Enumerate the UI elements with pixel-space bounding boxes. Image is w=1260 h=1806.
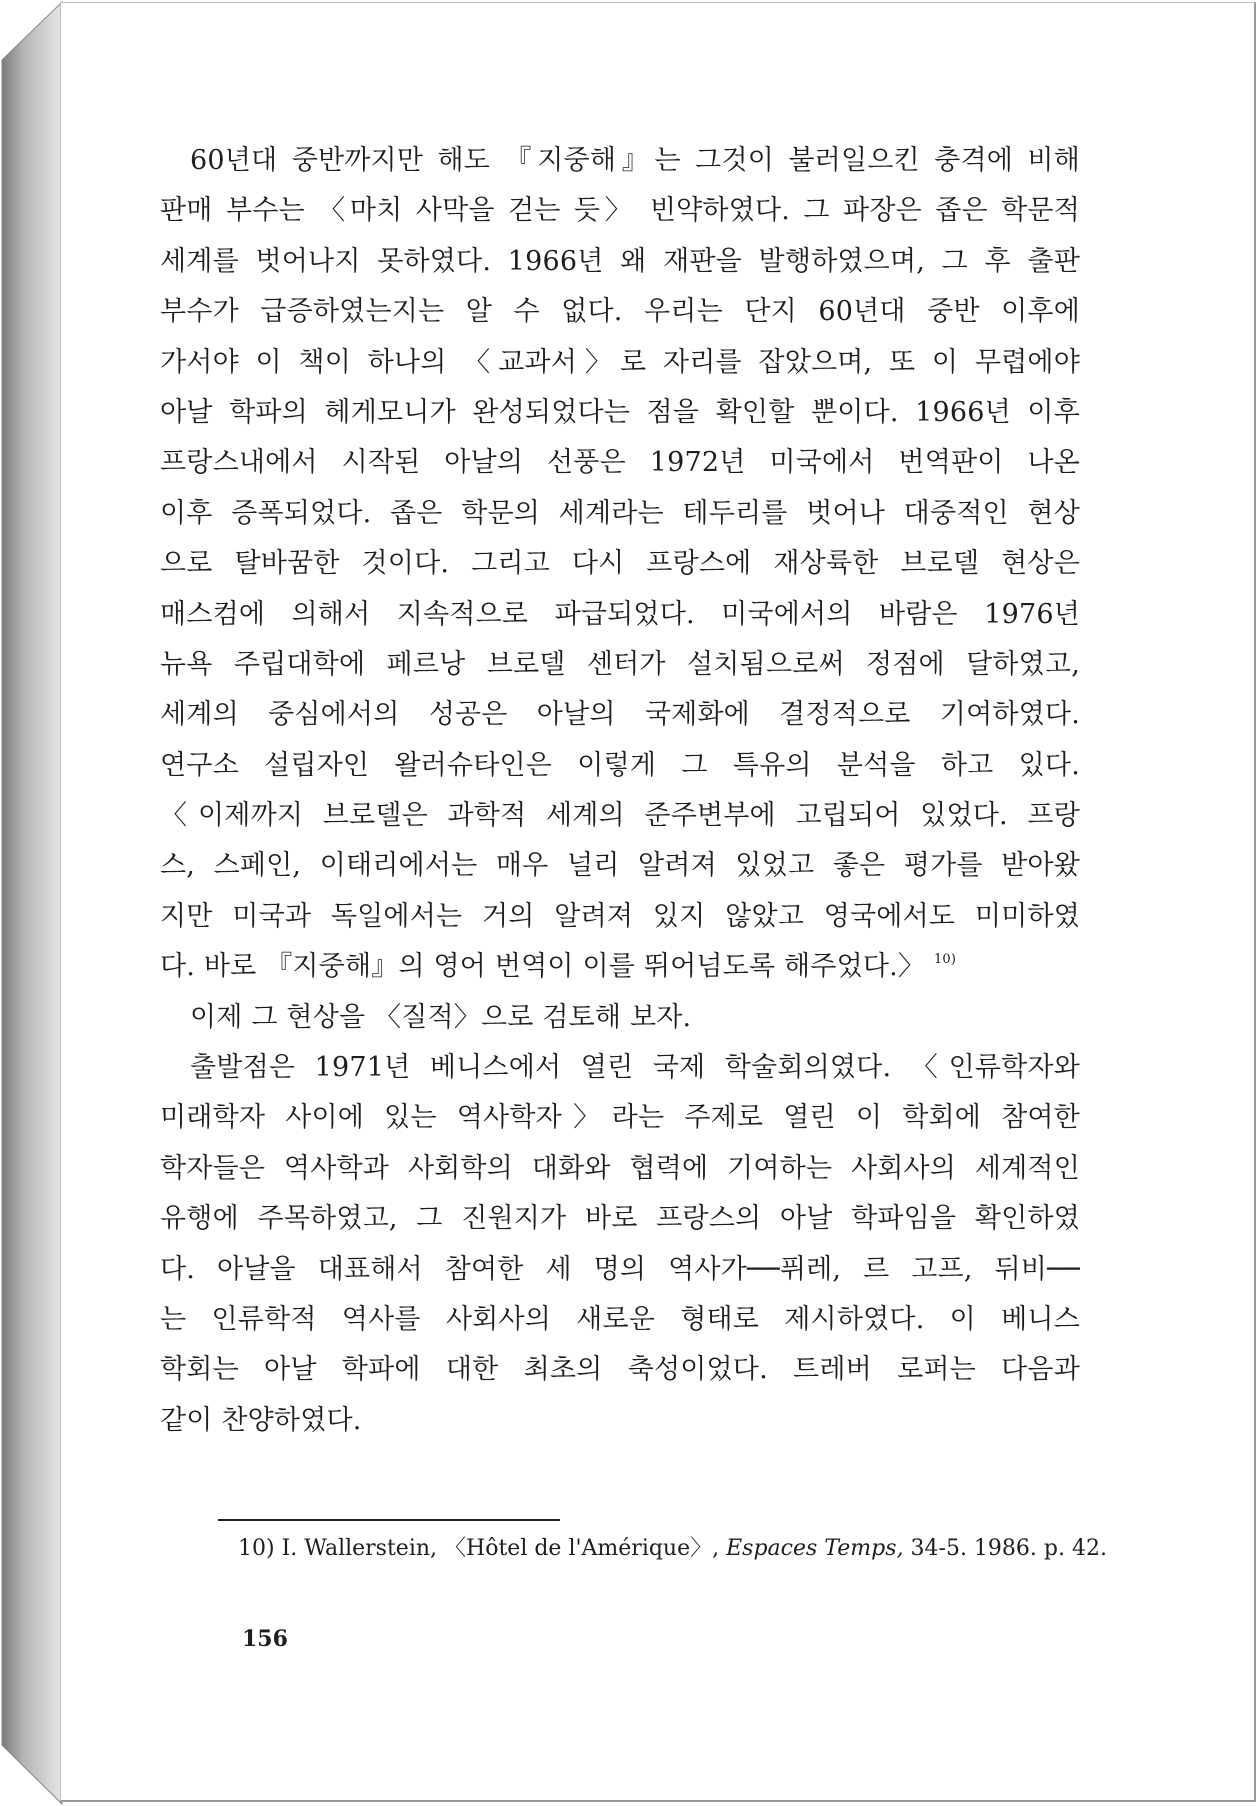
text-line: 유행에 주목하였고, 그 진원지가 바로 프랑스의 아날 학파임을 확인하였 bbox=[160, 1203, 1080, 1235]
text-line: 부수가 급증하였는지는 알 수 없다. 우리는 단지 60년대 중반 이후에 bbox=[160, 296, 1080, 328]
text-line-content: 다. 바로 『지중해』의 영어 번역이 이를 뛰어넘도록 해주었다.〉 bbox=[160, 951, 926, 983]
footnote-journal: Espaces Temps, bbox=[726, 1536, 904, 1561]
footnote-article: 〈Hôtel de l'Amérique〉, bbox=[444, 1536, 720, 1561]
text-line: 세계의 중심에서의 성공은 아날의 국제화에 결정적으로 기여하였다. bbox=[160, 699, 1080, 731]
text-line: 아날 학파의 헤게모니가 완성되었다는 점을 확인할 뿐이다. 1966년 이후 bbox=[160, 396, 1080, 428]
text-line: 같이 찬양하였다. bbox=[160, 1404, 362, 1436]
text-line: 는 인류학적 역사를 사회사의 새로운 형태로 제시하였다. 이 베니스 bbox=[160, 1303, 1080, 1335]
text-line: 으로 탈바꿈한 것이다. 그리고 다시 프랑스에 재상륙한 브로델 현상은 bbox=[160, 548, 1080, 580]
footnote-number: 10) bbox=[238, 1536, 275, 1561]
page-number: 156 bbox=[242, 1626, 288, 1652]
footnote-10 bbox=[238, 1532, 1107, 1566]
body-text bbox=[160, 136, 1080, 1446]
text-line: 학회는 아날 학파에 대한 최초의 축성이었다. 트레버 로퍼는 다음과 bbox=[160, 1354, 1080, 1386]
text-line bbox=[160, 942, 1080, 992]
text-line: 프랑스내에서 시작된 아날의 선풍은 1972년 미국에서 번역판이 나온 bbox=[160, 447, 1080, 479]
paragraph-3 bbox=[160, 1043, 1080, 1446]
text-line: 학자들은 역사학과 사회학의 대화와 협력에 기여하는 사회사의 세계적인 bbox=[160, 1152, 1080, 1184]
text-line: 이제 그 현상을 〈질적〉으로 검토해 보자. bbox=[190, 1001, 692, 1033]
text-line: 출발점은 1971년 베니스에서 열린 국제 학술회의였다. 〈인류학자와 bbox=[190, 1052, 1080, 1084]
text-line: 판매 부수는 〈마치 사막을 걷는 듯〉 빈약하였다. 그 파장은 좁은 학문적 bbox=[160, 195, 1080, 227]
text-line: 세계를 벗어나지 못하였다. 1966년 왜 재판을 발행하였으며, 그 후 출판 bbox=[160, 245, 1080, 277]
footnote-author: I. Wallerstein, bbox=[281, 1536, 438, 1561]
paragraph-1 bbox=[160, 136, 1080, 993]
text-line: 가서야 이 책이 하나의 〈교과서〉로 자리를 잡았으며, 또 이 무렵에야 bbox=[160, 346, 1080, 378]
text-line: 다. 아날을 대표해서 참여한 세 명의 역사가──퓌레, 르 고프, 뒤비── bbox=[160, 1253, 1080, 1285]
text-line: 이후 증폭되었다. 좁은 학문의 세계라는 테두리를 벗어나 대중적인 현상 bbox=[160, 497, 1080, 529]
text-line: 지만 미국과 독일에서는 거의 알려져 있지 않았고 영국에서도 미미하였 bbox=[160, 900, 1080, 932]
text-line: 〈이제까지 브로델은 과학적 세계의 준주변부에 고립되어 있었다. 프랑 bbox=[160, 800, 1080, 832]
text-line: 미래학자 사이에 있는 역사학자〉라는 주제로 열린 이 학회에 참여한 bbox=[160, 1102, 1080, 1134]
text-line: 스, 스페인, 이태리에서는 매우 널리 알려져 있었고 좋은 평가를 받아왔 bbox=[160, 850, 1080, 882]
text-line: 뉴욕 주립대학에 페르낭 브로델 센터가 설치됨으로써 정점에 달하였고, bbox=[160, 648, 1080, 680]
text-line: 60년대 중반까지만 해도 『지중해』는 그것이 불러일으킨 충격에 비해 bbox=[190, 145, 1080, 176]
paragraph-2 bbox=[160, 993, 1080, 1043]
footnote-reference: 10) bbox=[933, 952, 957, 968]
footnote-divider bbox=[218, 1519, 560, 1521]
text-line: 매스컴에 의해서 지속적으로 파급되었다. 미국에서의 바람은 1976년 bbox=[160, 598, 1080, 630]
text-line: 연구소 설립자인 왈러슈타인은 이렇게 그 특유의 분석을 하고 있다. bbox=[160, 749, 1080, 781]
footnote-citation: 34-5. 1986. p. 42. bbox=[910, 1536, 1107, 1561]
